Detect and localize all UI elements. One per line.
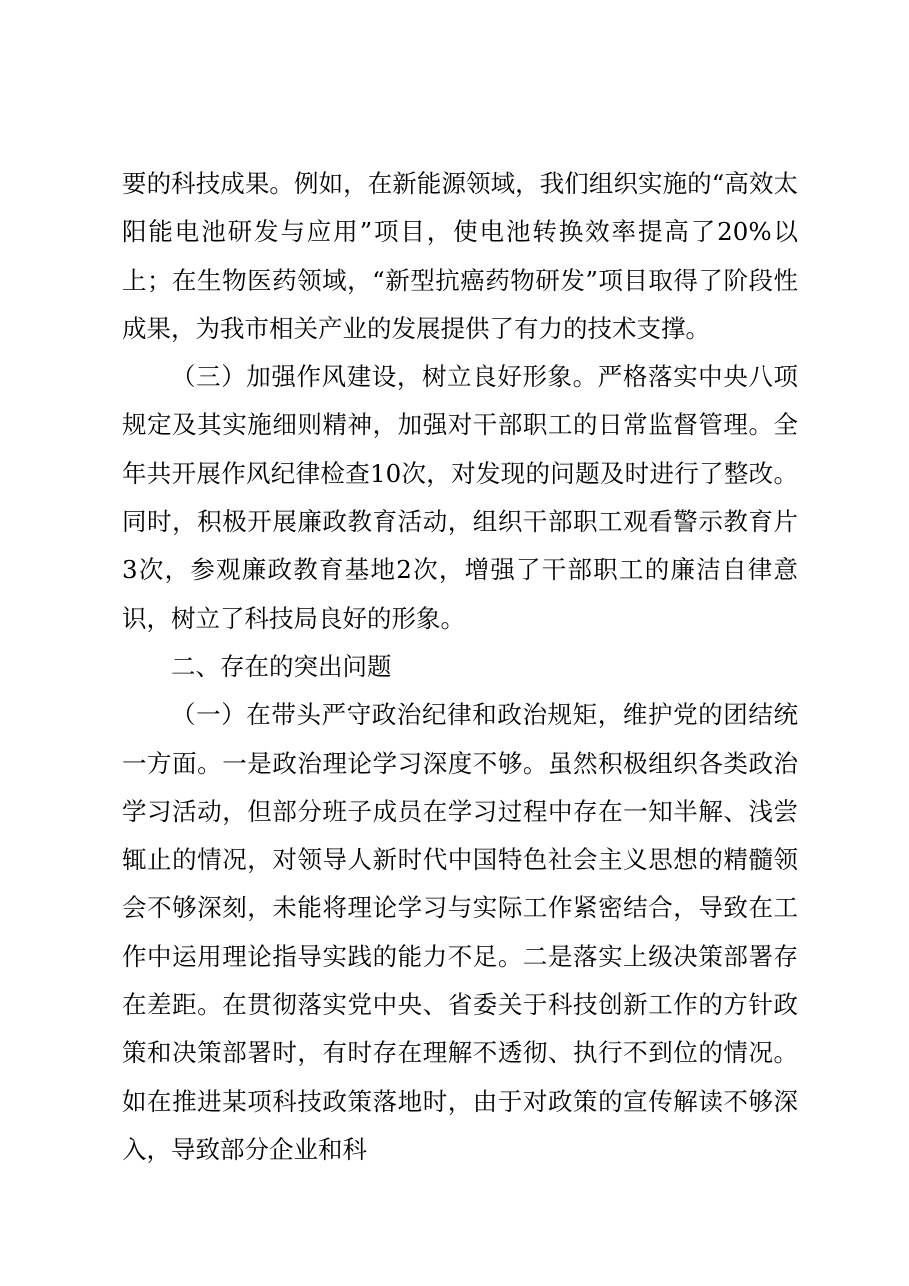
paragraph-political-discipline: （一）在带头严守政治纪律和政治规矩，维护党的团结统一方面。一是政治理论学习深度不够。虽然积极组织各类政治学习活动，但部分班子成员在学习过程中存在一知半解、浅尝辄止的情况，对领导人新时代中国特色社会主义思想的精髓领会不够深刻，未能将理论学习与实际工作紧密结合，导致在工作中运用理论指导实践的能力不足。二是落实上级决策部署存在差距。在贯彻落实党中央、省委关于科技创新工作的方针政策和决策部署时，有时存在理解不透彻、执行不到位的情况。如在推进某项科技政策落地时，由于对政策的宣传解读不够深入，导致部分企业和科	[122, 700, 798, 1164]
document-body	[122, 160, 798, 1174]
paragraph-work-style: （三）加强作风建设，树立良好形象。严格落实中央八项规定及其实施细则精神，加强对干部职工的日常监督管理。全年共开展作风纪律检查10次，对发现的问题及时进行了整改。同时，积极开展廉政教育活动，组织干部职工观看警示教育片3次，参观廉政教育基地2次，增强了干部职工的廉洁自律意识，树立了科技局良好的形象。	[122, 362, 798, 633]
paragraph-continuation: 要的科技成果。例如，在新能源领域，我们组织实施的“高效太阳能电池研发与应用”项目，使电池转换效率提高了20%以上；在生物医药领域，“新型抗癌药物研发”项目取得了阶段性成果，为我市相关产业的发展提供了有力的技术支撑。	[122, 169, 798, 343]
section-heading-problems: 二、存在的突出问题	[171, 651, 392, 681]
